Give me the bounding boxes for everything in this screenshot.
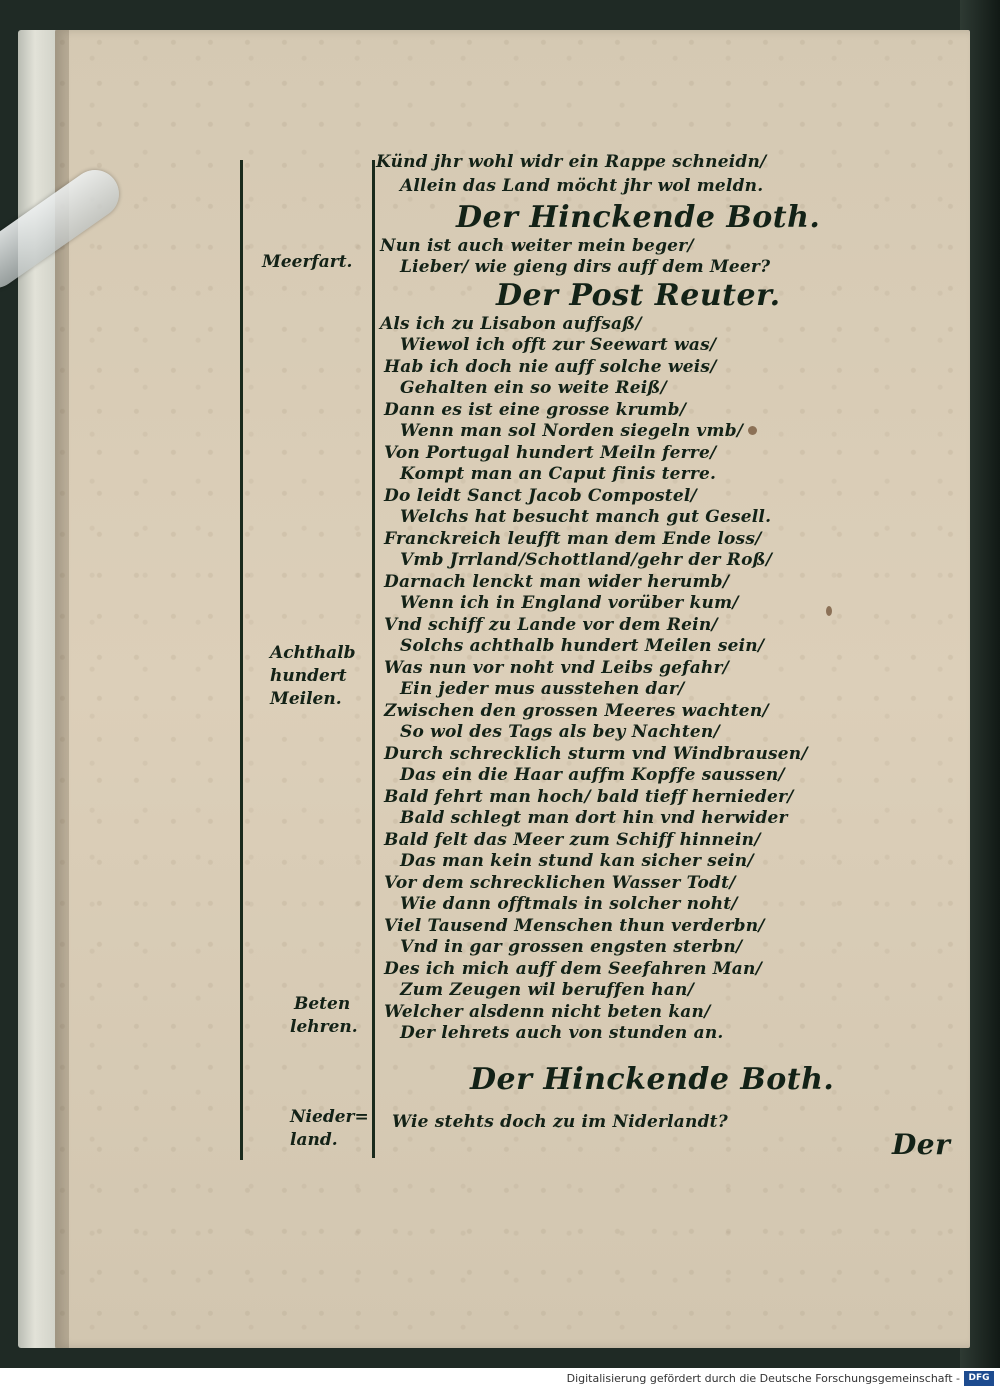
- verse-line: Wie stehts doch zu im Niderlandt?: [392, 1112, 728, 1132]
- verse-line: Hab ich doch nie auff solche weis/: [384, 357, 717, 377]
- verse-line: So wol des Tags als bey Nachten/: [400, 722, 720, 742]
- margin-note-niederland: Nieder=: [290, 1107, 369, 1127]
- verse-line: Ein jeder mus ausstehen dar/: [400, 679, 685, 699]
- verse-line: Vmb Jrrland/Schottland/gehr der Roß/: [400, 550, 773, 570]
- footer-credit: Digitalisierung gefördert durch die Deutsche Forschungsgemeinschaft -: [566, 1372, 960, 1385]
- margin-note-beten: Beten: [294, 994, 351, 1014]
- verse-line: Gehalten ein so weite Reiß/: [400, 378, 667, 398]
- verse-line: Vnd schiff zu Lande vor dem Rein/: [384, 615, 718, 635]
- verse-line: Franckreich leufft man dem Ende loss/: [384, 529, 762, 549]
- verse-line: Bald fehrt man hoch/ bald tieff hernieder/: [384, 787, 794, 807]
- verse-line: Viel Tausend Menschen thun verderbn/: [384, 916, 765, 936]
- margin-note-achthalb: hundert: [270, 666, 347, 686]
- margin-note-achthalb: Meilen.: [270, 689, 342, 709]
- verse-line: Vnd in gar grossen engsten sterbn/: [400, 937, 743, 957]
- left-margin-rule: [240, 160, 243, 1160]
- verse-line: Welchs hat besucht manch gut Gesell.: [400, 507, 772, 527]
- verse-line: Kompt man an Caput finis terre.: [400, 464, 717, 484]
- verse-line: Durch schrecklich sturm vnd Windbrausen/: [384, 744, 808, 764]
- verse-line: Vor dem schrecklichen Wasser Todt/: [384, 873, 736, 893]
- verse-line: Zwischen den grossen Meeres wachten/: [384, 701, 769, 721]
- margin-note-meerfart: Meerfart.: [262, 252, 353, 272]
- margin-note-niederland: land.: [290, 1130, 338, 1150]
- verse-line: Do leidt Sanct Jacob Compostel/: [384, 486, 697, 506]
- verse-line: Von Portugal hundert Meiln ferre/: [384, 443, 717, 463]
- margin-note-beten: lehren.: [290, 1017, 358, 1037]
- verse-line: Bald schlegt man dort hin vnd herwider: [400, 808, 788, 828]
- verse-line: Zum Zeugen wil beruffen han/: [400, 980, 694, 1000]
- verse-line: Nun ist auch weiter mein beger/: [380, 236, 694, 256]
- verse-line: Allein das Land möcht jhr wol meldn.: [400, 176, 764, 196]
- verse-line: Wenn ich in England vorüber kum/: [400, 593, 739, 613]
- verse-line: Das ein die Haar auffm Kopffe saussen/: [400, 765, 785, 785]
- verse-line: Wenn man sol Norden siegeln vmb/: [400, 421, 744, 441]
- margin-note-achthalb: Achthalb: [270, 643, 356, 663]
- catchword: Der: [892, 1128, 951, 1161]
- verse-line: Des ich mich auff dem Seefahren Man/: [384, 959, 762, 979]
- verse-line: Solchs achthalb hundert Meilen sein/: [400, 636, 765, 656]
- verse-line: Dann es ist eine grosse krumb/: [384, 400, 687, 420]
- verse-line: Lieber/ wie gieng dirs auff dem Meer?: [400, 257, 771, 277]
- paper-stain: [826, 606, 832, 616]
- text-margin-rule: [372, 160, 375, 1158]
- verse-line: Bald felt das Meer zum Schiff hinnein/: [384, 830, 761, 850]
- speaker-heading: Der Hinckende Both.: [456, 200, 821, 235]
- speaker-heading: Der Hinckende Both.: [470, 1062, 835, 1097]
- dfg-logo-icon: DFG: [964, 1371, 994, 1386]
- speaker-heading: Der Post Reuter.: [496, 278, 781, 313]
- verse-line: Wie dann offtmals in solcher noht/: [400, 894, 738, 914]
- paper-stain: [748, 426, 757, 435]
- verse-line: Wiewol ich offt zur Seewart was/: [400, 335, 717, 355]
- verse-line: Als ich zu Lisabon auffsaß/: [380, 314, 642, 334]
- verse-line: Was nun vor noht vnd Leibs gefahr/: [384, 658, 730, 678]
- verse-line: Das man kein stund kan sicher sein/: [400, 851, 754, 871]
- verse-line: Künd jhr wohl widr ein Rappe schneidn/: [376, 152, 767, 172]
- verse-line: Darnach lenckt man wider herumb/: [384, 572, 730, 592]
- verse-line: Welcher alsdenn nicht beten kan/: [384, 1002, 711, 1022]
- verse-line: Der lehrets auch von stunden an.: [400, 1023, 724, 1043]
